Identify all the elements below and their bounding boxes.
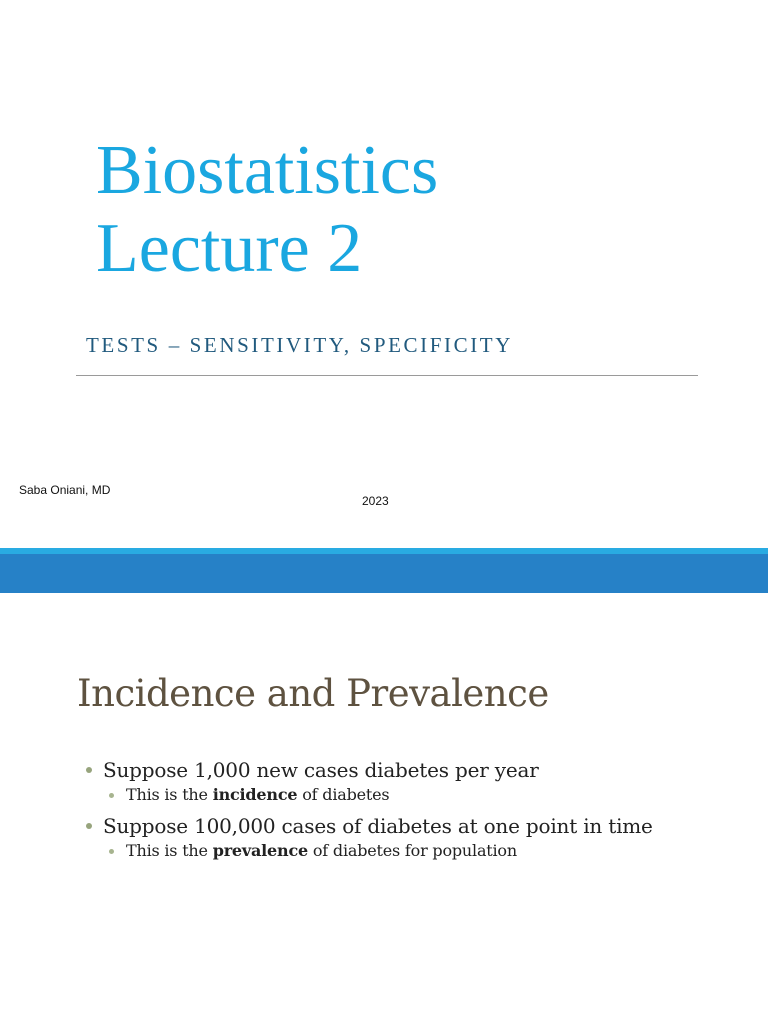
sub-bullet-term: prevalence bbox=[212, 841, 308, 860]
content-slide bbox=[0, 593, 768, 1024]
sub-bullet-text: This is the bbox=[126, 785, 213, 804]
slide-title-line-1: Biostatistics bbox=[96, 132, 439, 209]
bullet-list bbox=[86, 756, 746, 868]
sub-bullet-item bbox=[86, 840, 746, 862]
lecture-year: 2023 bbox=[362, 494, 389, 508]
author-name: Saba Oniani, MD bbox=[19, 483, 111, 497]
sub-bullet-item bbox=[86, 784, 746, 806]
sub-bullet-text: of diabetes bbox=[297, 785, 390, 804]
bullet-text: Suppose 1,000 new cases diabetes per year bbox=[103, 758, 539, 782]
bullet-dot-icon bbox=[86, 767, 92, 773]
bullet-dot-icon bbox=[86, 823, 92, 829]
sub-bullet-term: incidence bbox=[212, 785, 298, 804]
slide-title-line-2: Lecture 2 bbox=[96, 210, 363, 287]
sub-bullet-dot-icon bbox=[109, 849, 114, 854]
sub-bullet-dot-icon bbox=[109, 793, 114, 798]
separator-band-dark bbox=[0, 554, 768, 593]
sub-bullet-text: of diabetes for population bbox=[307, 841, 517, 860]
slide-subtitle: TESTS – SENSITIVITY, SPECIFICITY bbox=[86, 333, 514, 357]
sub-bullet-text: This is the bbox=[126, 841, 213, 860]
slide-heading: Incidence and Prevalence bbox=[77, 672, 549, 715]
bullet-item bbox=[86, 756, 746, 784]
bullet-item bbox=[86, 812, 746, 840]
bullet-text: Suppose 100,000 cases of diabetes at one point in time bbox=[103, 814, 653, 838]
title-divider bbox=[76, 375, 698, 376]
